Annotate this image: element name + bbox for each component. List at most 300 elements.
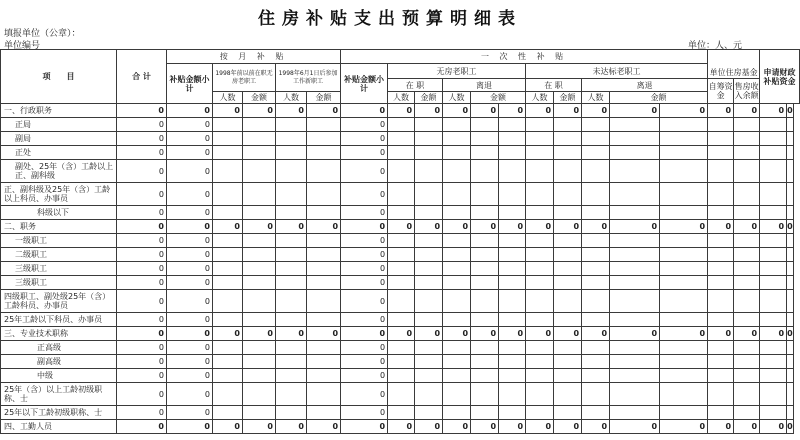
cell-value xyxy=(443,234,471,248)
cell-value: 0 xyxy=(341,341,388,355)
cell-value: 0 xyxy=(341,262,388,276)
cell-value: 0 xyxy=(167,420,213,434)
cell-value xyxy=(471,341,499,355)
cell-value xyxy=(708,369,734,383)
cell-value: 0 xyxy=(307,220,341,234)
cell-value: 0 xyxy=(526,220,554,234)
cell-value xyxy=(526,406,554,420)
cell-value: 0 xyxy=(167,220,213,234)
cell-value xyxy=(499,406,526,420)
cell-value xyxy=(415,369,443,383)
cell-value xyxy=(708,183,734,206)
cell-value xyxy=(243,146,276,160)
cell-value xyxy=(388,355,415,369)
cell-value xyxy=(471,369,499,383)
cell-value: 0 xyxy=(167,355,213,369)
cell-value xyxy=(760,234,787,248)
cell-value xyxy=(660,276,708,290)
cell-value: 0 xyxy=(341,160,388,183)
cell-value: 0 xyxy=(341,355,388,369)
cell-value xyxy=(471,262,499,276)
cell-value xyxy=(734,262,760,276)
cell-value xyxy=(307,118,341,132)
table-row xyxy=(1,118,800,132)
table-row xyxy=(1,234,800,248)
cell-value xyxy=(582,313,610,327)
cell-value xyxy=(554,160,582,183)
cell-value xyxy=(610,234,660,248)
cell-value: 0 xyxy=(708,220,734,234)
cell-value xyxy=(526,160,554,183)
cell-value xyxy=(582,262,610,276)
cell-value: 0 xyxy=(213,327,243,341)
cell-value: 0 xyxy=(660,327,708,341)
cell-value xyxy=(787,383,793,406)
cell-value: 0 xyxy=(167,383,213,406)
cell-value: 0 xyxy=(117,420,167,434)
cell-value: 0 xyxy=(471,220,499,234)
cell-value xyxy=(787,262,793,276)
cell-value xyxy=(243,313,276,327)
header-amount: 金额 xyxy=(415,92,443,104)
cell-value xyxy=(787,369,793,383)
cell-value xyxy=(415,118,443,132)
cell-value: 0 xyxy=(443,220,471,234)
cell-value xyxy=(526,313,554,327)
cell-value xyxy=(388,146,415,160)
cell-value xyxy=(415,406,443,420)
table-row xyxy=(1,132,800,146)
cell-value xyxy=(499,146,526,160)
cell-value xyxy=(554,290,582,313)
budget-table xyxy=(0,49,800,434)
cell-value xyxy=(276,183,307,206)
cell-value: 0 xyxy=(307,420,341,434)
cell-value xyxy=(499,132,526,146)
cell-value: 0 xyxy=(276,420,307,434)
cell-value xyxy=(708,276,734,290)
cell-value xyxy=(307,160,341,183)
cell-value xyxy=(610,262,660,276)
cell-value xyxy=(582,234,610,248)
cell-value xyxy=(415,248,443,262)
header-people: 人数 xyxy=(213,92,243,104)
cell-value: 0 xyxy=(760,220,787,234)
cell-value xyxy=(734,146,760,160)
cell-value xyxy=(610,160,660,183)
cell-value xyxy=(415,341,443,355)
cell-value: 0 xyxy=(341,383,388,406)
cell-value xyxy=(213,369,243,383)
cell-value xyxy=(213,146,243,160)
cell-value xyxy=(415,183,443,206)
cell-value: 0 xyxy=(117,220,167,234)
cell-value xyxy=(787,118,793,132)
table-row xyxy=(1,369,800,383)
cell-value xyxy=(787,341,793,355)
cell-value xyxy=(276,383,307,406)
cell-value: 0 xyxy=(582,104,610,118)
cell-value: 0 xyxy=(388,327,415,341)
cell-value xyxy=(660,383,708,406)
cell-value xyxy=(734,234,760,248)
cell-value: 0 xyxy=(554,420,582,434)
cell-value xyxy=(213,262,243,276)
cell-value xyxy=(734,383,760,406)
cell-value: 0 xyxy=(341,276,388,290)
cell-value xyxy=(213,313,243,327)
cell-value xyxy=(307,234,341,248)
cell-value xyxy=(734,183,760,206)
cell-value xyxy=(610,383,660,406)
row-label: 25年以下工龄初级职称、士 xyxy=(1,406,117,420)
header-sale-income: 售房收入余额 xyxy=(734,79,760,104)
cell-value xyxy=(388,290,415,313)
cell-value: 0 xyxy=(117,327,167,341)
cell-value xyxy=(307,262,341,276)
cell-value xyxy=(582,369,610,383)
cell-value: 0 xyxy=(167,369,213,383)
cell-value xyxy=(499,276,526,290)
header-not-standard: 未达标老职工 xyxy=(526,64,708,79)
cell-value xyxy=(213,355,243,369)
cell-value: 0 xyxy=(307,327,341,341)
cell-value: 0 xyxy=(117,369,167,383)
cell-value xyxy=(660,290,708,313)
header-total: 合 计 xyxy=(117,50,167,104)
cell-value xyxy=(660,132,708,146)
cell-value xyxy=(499,160,526,183)
cell-value: 0 xyxy=(526,327,554,341)
header-one-time: 一 次 性 补 贴 xyxy=(341,50,708,64)
cell-value xyxy=(471,160,499,183)
cell-value xyxy=(243,262,276,276)
cell-value: 0 xyxy=(243,420,276,434)
cell-value: 0 xyxy=(660,104,708,118)
cell-value xyxy=(708,146,734,160)
cell-value xyxy=(660,160,708,183)
cell-value: 0 xyxy=(471,104,499,118)
cell-value xyxy=(471,146,499,160)
table-row xyxy=(1,248,800,262)
cell-value xyxy=(471,406,499,420)
cell-value xyxy=(243,369,276,383)
cell-value xyxy=(276,234,307,248)
cell-value xyxy=(213,290,243,313)
cell-value xyxy=(307,206,341,220)
cell-value xyxy=(734,406,760,420)
cell-value: 0 xyxy=(760,420,787,434)
cell-value xyxy=(582,383,610,406)
cell-value xyxy=(582,146,610,160)
cell-value xyxy=(213,234,243,248)
cell-value xyxy=(734,355,760,369)
cell-value xyxy=(243,355,276,369)
table-row xyxy=(1,327,800,341)
cell-value xyxy=(760,183,787,206)
cell-value xyxy=(471,248,499,262)
cell-value xyxy=(415,276,443,290)
cell-value xyxy=(760,383,787,406)
cell-value xyxy=(443,206,471,220)
cell-value: 0 xyxy=(276,327,307,341)
cell-value xyxy=(443,369,471,383)
cell-value xyxy=(660,206,708,220)
header-amount: 金额 xyxy=(471,92,526,104)
cell-value: 0 xyxy=(117,183,167,206)
header-monthly-subtotal: 补贴金额小计 xyxy=(167,64,213,104)
unit-code-label: 单位编号 xyxy=(4,41,41,51)
header-people: 人数 xyxy=(526,92,554,104)
cell-value: 0 xyxy=(167,183,213,206)
cell-value xyxy=(526,206,554,220)
row-label: 正局 xyxy=(1,118,117,132)
cell-value xyxy=(213,406,243,420)
cell-value xyxy=(708,234,734,248)
cell-value xyxy=(388,276,415,290)
cell-value xyxy=(610,118,660,132)
cell-value xyxy=(660,234,708,248)
cell-value xyxy=(388,160,415,183)
cell-value xyxy=(213,206,243,220)
cell-value xyxy=(499,341,526,355)
cell-value xyxy=(243,341,276,355)
cell-value: 0 xyxy=(499,327,526,341)
cell-value xyxy=(554,262,582,276)
cell-value xyxy=(787,313,793,327)
cell-value xyxy=(499,206,526,220)
cell-value xyxy=(243,406,276,420)
table-row xyxy=(1,160,800,183)
table-row xyxy=(1,420,800,434)
cell-value: 0 xyxy=(734,420,760,434)
cell-value: 0 xyxy=(341,406,388,420)
table-row xyxy=(1,276,800,290)
cell-value xyxy=(554,146,582,160)
cell-value xyxy=(471,290,499,313)
cell-value xyxy=(243,290,276,313)
row-label: 科级以下 xyxy=(1,206,117,220)
cell-value xyxy=(760,132,787,146)
cell-value: 0 xyxy=(213,104,243,118)
row-label: 三级职工 xyxy=(1,276,117,290)
cell-value xyxy=(443,406,471,420)
header-item: 项 目 xyxy=(1,50,117,104)
table-row xyxy=(1,313,800,327)
cell-value xyxy=(760,341,787,355)
cell-value: 0 xyxy=(582,420,610,434)
cell-value xyxy=(415,313,443,327)
row-label: 一级职工 xyxy=(1,234,117,248)
row-label: 四级职工、副处级25年（含）工龄科员、办事员 xyxy=(1,290,117,313)
cell-value xyxy=(610,183,660,206)
cell-value xyxy=(582,183,610,206)
cell-value xyxy=(415,383,443,406)
cell-value: 0 xyxy=(167,132,213,146)
cell-value: 0 xyxy=(415,104,443,118)
cell-value xyxy=(708,406,734,420)
cell-value xyxy=(734,118,760,132)
row-label: 副处、25年（含）工龄以上正、副科级 xyxy=(1,160,117,183)
cell-value: 0 xyxy=(167,160,213,183)
cell-value: 0 xyxy=(388,104,415,118)
header-blank-fund xyxy=(708,50,760,67)
cell-value xyxy=(760,262,787,276)
cell-value xyxy=(499,183,526,206)
cell-value: 0 xyxy=(341,248,388,262)
cell-value: 0 xyxy=(708,420,734,434)
cell-value xyxy=(388,313,415,327)
cell-value xyxy=(307,276,341,290)
cell-value xyxy=(415,355,443,369)
cell-value xyxy=(471,355,499,369)
cell-value xyxy=(307,406,341,420)
cell-value: 0 xyxy=(787,327,793,341)
cell-value: 0 xyxy=(610,220,660,234)
cell-value xyxy=(415,290,443,313)
cell-value: 0 xyxy=(167,104,213,118)
cell-value xyxy=(760,118,787,132)
table-row xyxy=(1,341,800,355)
header-people: 人数 xyxy=(276,92,307,104)
cell-value: 0 xyxy=(213,220,243,234)
cell-value: 0 xyxy=(415,420,443,434)
cell-value xyxy=(388,262,415,276)
cell-value xyxy=(415,262,443,276)
cell-value xyxy=(610,132,660,146)
cell-value xyxy=(471,183,499,206)
cell-value: 0 xyxy=(117,290,167,313)
cell-value: 0 xyxy=(167,290,213,313)
cell-value xyxy=(734,369,760,383)
cell-value xyxy=(499,369,526,383)
cell-value xyxy=(307,355,341,369)
cell-value xyxy=(443,276,471,290)
cell-value: 0 xyxy=(341,206,388,220)
cell-value xyxy=(388,118,415,132)
cell-value xyxy=(388,234,415,248)
cell-value: 0 xyxy=(117,104,167,118)
cell-value xyxy=(582,290,610,313)
cell-value xyxy=(213,118,243,132)
cell-value xyxy=(443,290,471,313)
cell-value xyxy=(213,276,243,290)
cell-value xyxy=(243,160,276,183)
cell-value xyxy=(213,183,243,206)
cell-value xyxy=(554,276,582,290)
header-no-house-in-service: 在 职 xyxy=(388,79,443,92)
cell-value xyxy=(388,206,415,220)
cell-value xyxy=(554,183,582,206)
cell-value xyxy=(610,206,660,220)
cell-value xyxy=(734,313,760,327)
cell-value xyxy=(554,369,582,383)
cell-value xyxy=(760,248,787,262)
header-not-standard-in-service: 在 职 xyxy=(526,79,582,92)
cell-value xyxy=(610,313,660,327)
cell-value: 0 xyxy=(582,220,610,234)
cell-value xyxy=(660,355,708,369)
cell-value: 0 xyxy=(554,220,582,234)
cell-value xyxy=(787,290,793,313)
table-row xyxy=(1,146,800,160)
row-label: 三级职工 xyxy=(1,262,117,276)
cell-value xyxy=(610,355,660,369)
cell-value xyxy=(787,206,793,220)
cell-value: 0 xyxy=(167,313,213,327)
cell-value: 0 xyxy=(660,420,708,434)
unit-measure-label: 单位：人、元 xyxy=(688,41,743,51)
cell-value: 0 xyxy=(734,327,760,341)
cell-value: 0 xyxy=(167,206,213,220)
cell-value xyxy=(554,313,582,327)
cell-value xyxy=(526,383,554,406)
cell-value: 0 xyxy=(307,104,341,118)
cell-value: 0 xyxy=(760,327,787,341)
cell-value: 0 xyxy=(117,355,167,369)
cell-value xyxy=(708,383,734,406)
cell-value xyxy=(526,234,554,248)
cell-value: 0 xyxy=(167,341,213,355)
cell-value xyxy=(213,383,243,406)
cell-value: 0 xyxy=(117,248,167,262)
cell-value: 0 xyxy=(167,248,213,262)
cell-value xyxy=(443,313,471,327)
cell-value xyxy=(388,406,415,420)
cell-value xyxy=(787,406,793,420)
cell-value: 0 xyxy=(415,327,443,341)
header-people: 人数 xyxy=(443,92,471,104)
table-row xyxy=(1,290,800,313)
cell-value xyxy=(526,276,554,290)
cell-value xyxy=(276,160,307,183)
cell-value xyxy=(276,206,307,220)
cell-value xyxy=(554,355,582,369)
cell-value xyxy=(499,290,526,313)
header-after-1998: 1998年6月1日后参加工作新职工 xyxy=(276,64,341,92)
cell-value xyxy=(582,118,610,132)
cell-value xyxy=(610,341,660,355)
cell-value xyxy=(307,383,341,406)
cell-value: 0 xyxy=(243,220,276,234)
cell-value: 0 xyxy=(499,220,526,234)
cell-value xyxy=(554,206,582,220)
cell-value xyxy=(443,248,471,262)
cell-value xyxy=(734,132,760,146)
cell-value xyxy=(554,248,582,262)
cell-value xyxy=(415,234,443,248)
cell-value xyxy=(276,276,307,290)
cell-value xyxy=(582,160,610,183)
row-label: 四、工勤人员 xyxy=(1,420,117,434)
cell-value xyxy=(708,355,734,369)
cell-value: 0 xyxy=(734,104,760,118)
cell-value: 0 xyxy=(243,327,276,341)
cell-value xyxy=(760,146,787,160)
cell-value xyxy=(708,118,734,132)
cell-value xyxy=(554,118,582,132)
cell-value xyxy=(787,146,793,160)
cell-value xyxy=(276,146,307,160)
cell-value xyxy=(243,248,276,262)
cell-value xyxy=(554,234,582,248)
cell-value xyxy=(760,206,787,220)
cell-value: 0 xyxy=(660,220,708,234)
cell-value: 0 xyxy=(167,262,213,276)
cell-value: 0 xyxy=(341,146,388,160)
cell-value: 0 xyxy=(341,104,388,118)
cell-value: 0 xyxy=(499,104,526,118)
